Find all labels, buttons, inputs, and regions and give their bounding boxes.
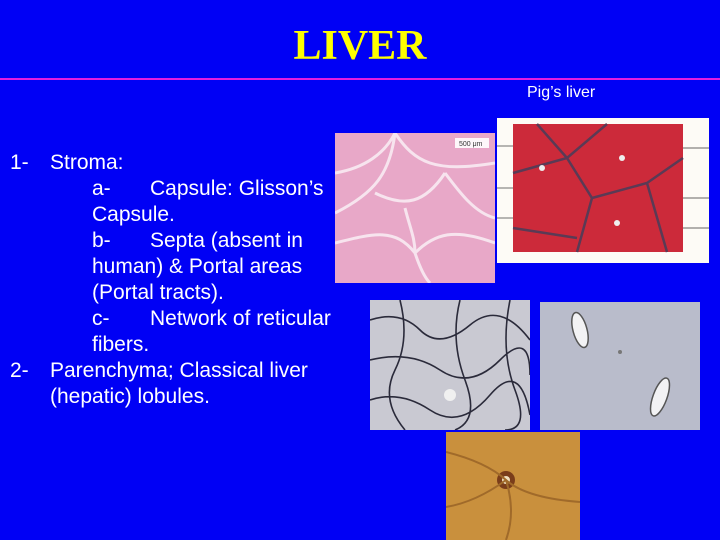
lobule-diagram	[497, 118, 709, 263]
item-text: Network of reticular	[150, 307, 331, 330]
title-divider	[0, 78, 720, 80]
portal-area-micrograph	[540, 302, 700, 430]
list-item-continuation: (hepatic) lobules.	[50, 385, 210, 408]
slide-title: LIVER	[293, 23, 427, 69]
hepatic-lobule-micrograph	[446, 432, 580, 540]
item-letter: c-	[92, 307, 110, 330]
image-caption: Pig’s liver	[527, 84, 596, 101]
list-item-continuation: Capsule.	[92, 203, 175, 226]
item-letter: b-	[92, 229, 111, 252]
list-item-continuation: (Portal tracts).	[92, 281, 224, 304]
list-item	[10, 358, 370, 384]
list-item	[10, 176, 370, 202]
item-number: 2-	[10, 359, 29, 382]
list-item	[10, 150, 370, 176]
pink-scale-label: 500 μm	[459, 141, 483, 148]
item-text: Parenchyma; Classical liver	[50, 359, 308, 382]
item-number: 1-	[10, 151, 29, 174]
list-item-continuation: human) & Portal areas	[92, 255, 303, 278]
list-item	[10, 306, 370, 332]
list-item-continuation: fibers.	[92, 333, 150, 356]
outline-list	[10, 150, 370, 410]
item-text: Capsule: Glisson’s	[150, 177, 324, 200]
item-letter: a-	[92, 177, 111, 200]
list-item	[10, 228, 370, 254]
reticular-fibers-micrograph	[370, 300, 530, 430]
item-text: Septa (absent in	[150, 229, 303, 252]
item-text: Stroma:	[50, 151, 124, 174]
